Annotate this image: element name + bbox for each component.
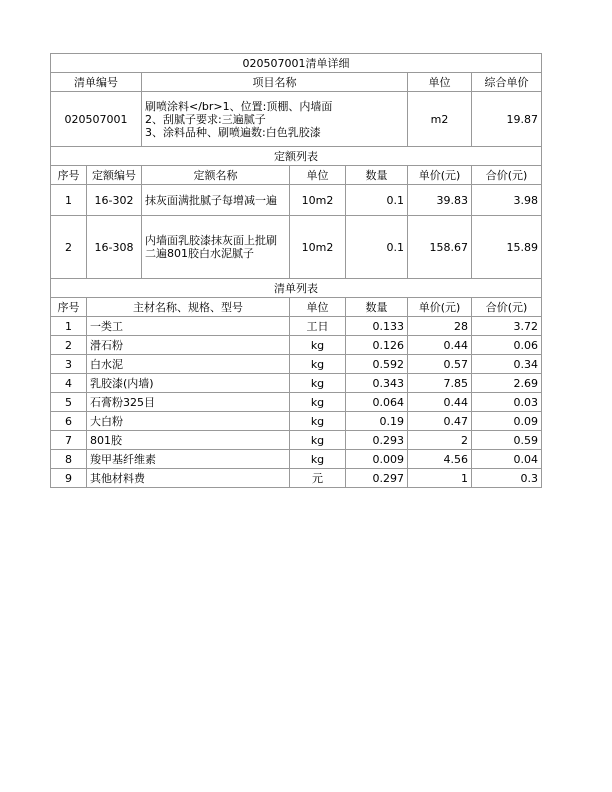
material-name: 羧甲基纤维素 bbox=[87, 450, 290, 469]
quota-name: 抹灰面满批腻子每增减一遍 bbox=[142, 185, 290, 216]
material-total: 3.72 bbox=[472, 317, 542, 336]
material-section-title: 清单列表 bbox=[51, 279, 542, 298]
material-row bbox=[51, 450, 542, 469]
material-unit: kg bbox=[290, 393, 346, 412]
header-name: 项目名称 bbox=[142, 73, 408, 92]
material-header-no: 序号 bbox=[51, 298, 87, 317]
quota-header-price: 单价(元) bbox=[408, 166, 472, 185]
quota-price: 39.83 bbox=[408, 185, 472, 216]
material-no: 9 bbox=[51, 469, 87, 488]
material-unit: kg bbox=[290, 336, 346, 355]
material-row bbox=[51, 355, 542, 374]
quota-price: 158.67 bbox=[408, 216, 472, 279]
material-total: 0.59 bbox=[472, 431, 542, 450]
material-total: 0.06 bbox=[472, 336, 542, 355]
item-desc-line-1: 刷喷涂料</br>1、位置:顶棚、内墙面 bbox=[145, 99, 333, 113]
material-header-total: 合价(元) bbox=[472, 298, 542, 317]
material-no: 8 bbox=[51, 450, 87, 469]
quota-no: 2 bbox=[51, 216, 87, 279]
item-code: 020507001 bbox=[51, 92, 142, 147]
material-name: 大白粉 bbox=[87, 412, 290, 431]
material-price: 0.44 bbox=[408, 336, 472, 355]
quota-section-title: 定额列表 bbox=[51, 147, 542, 166]
material-list bbox=[51, 317, 542, 488]
quota-code: 16-308 bbox=[87, 216, 142, 279]
material-total: 2.69 bbox=[472, 374, 542, 393]
item-row bbox=[51, 92, 542, 147]
material-total: 0.3 bbox=[472, 469, 542, 488]
material-price: 7.85 bbox=[408, 374, 472, 393]
material-no: 6 bbox=[51, 412, 87, 431]
material-row bbox=[51, 393, 542, 412]
material-qty: 0.064 bbox=[346, 393, 408, 412]
quota-unit: 10m2 bbox=[290, 185, 346, 216]
quota-header-qty: 数量 bbox=[346, 166, 408, 185]
material-name: 801胶 bbox=[87, 431, 290, 450]
material-row bbox=[51, 317, 542, 336]
material-name: 白水泥 bbox=[87, 355, 290, 374]
item-price: 19.87 bbox=[472, 92, 542, 147]
quota-header-unit: 单位 bbox=[290, 166, 346, 185]
material-qty: 0.009 bbox=[346, 450, 408, 469]
material-unit: 元 bbox=[290, 469, 346, 488]
detail-sheet bbox=[50, 53, 541, 488]
material-total: 0.34 bbox=[472, 355, 542, 374]
quota-row bbox=[51, 216, 542, 279]
material-name: 乳胶漆(内墙) bbox=[87, 374, 290, 393]
quota-no: 1 bbox=[51, 185, 87, 216]
material-price: 0.44 bbox=[408, 393, 472, 412]
material-no: 5 bbox=[51, 393, 87, 412]
material-unit: kg bbox=[290, 450, 346, 469]
material-qty: 0.297 bbox=[346, 469, 408, 488]
quota-header-total: 合价(元) bbox=[472, 166, 542, 185]
quota-qty: 0.1 bbox=[346, 185, 408, 216]
item-header-row bbox=[51, 73, 542, 92]
header-price: 综合单价 bbox=[472, 73, 542, 92]
material-price: 0.57 bbox=[408, 355, 472, 374]
quota-unit: 10m2 bbox=[290, 216, 346, 279]
material-name: 石膏粉325目 bbox=[87, 393, 290, 412]
material-qty: 0.592 bbox=[346, 355, 408, 374]
quota-total: 3.98 bbox=[472, 185, 542, 216]
material-price: 1 bbox=[408, 469, 472, 488]
table-title: 020507001清单详细 bbox=[51, 54, 542, 73]
quota-section-row bbox=[51, 147, 542, 166]
material-no: 2 bbox=[51, 336, 87, 355]
material-total: 0.09 bbox=[472, 412, 542, 431]
material-name: 其他材料费 bbox=[87, 469, 290, 488]
item-desc-line-2: 2、刮腻子要求:三遍腻子 bbox=[145, 112, 266, 126]
material-header-row bbox=[51, 298, 542, 317]
item-description bbox=[142, 92, 408, 147]
material-row bbox=[51, 431, 542, 450]
material-unit: kg bbox=[290, 374, 346, 393]
material-unit: kg bbox=[290, 355, 346, 374]
material-qty: 0.343 bbox=[346, 374, 408, 393]
material-name: 一类工 bbox=[87, 317, 290, 336]
title-row bbox=[51, 54, 542, 73]
material-header-name: 主材名称、规格、型号 bbox=[87, 298, 290, 317]
quota-code: 16-302 bbox=[87, 185, 142, 216]
quota-name: 内墙面乳胶漆抹灰面上批刷二遍801胶白水泥腻子 bbox=[142, 216, 290, 279]
item-unit: m2 bbox=[408, 92, 472, 147]
material-price: 4.56 bbox=[408, 450, 472, 469]
header-code: 清单编号 bbox=[51, 73, 142, 92]
material-row bbox=[51, 336, 542, 355]
quota-header-row bbox=[51, 166, 542, 185]
material-header-qty: 数量 bbox=[346, 298, 408, 317]
material-qty: 0.133 bbox=[346, 317, 408, 336]
material-price: 0.47 bbox=[408, 412, 472, 431]
material-unit: kg bbox=[290, 412, 346, 431]
material-header-price: 单价(元) bbox=[408, 298, 472, 317]
material-header-unit: 单位 bbox=[290, 298, 346, 317]
material-row bbox=[51, 412, 542, 431]
quota-row bbox=[51, 185, 542, 216]
item-desc-line-3: 3、涂料品种、刷喷遍数:白色乳胶漆 bbox=[145, 125, 321, 139]
material-qty: 0.293 bbox=[346, 431, 408, 450]
material-qty: 0.126 bbox=[346, 336, 408, 355]
quota-qty: 0.1 bbox=[346, 216, 408, 279]
quota-header-no: 序号 bbox=[51, 166, 87, 185]
material-price: 28 bbox=[408, 317, 472, 336]
quota-total: 15.89 bbox=[472, 216, 542, 279]
material-unit: 工日 bbox=[290, 317, 346, 336]
material-unit: kg bbox=[290, 431, 346, 450]
material-qty: 0.19 bbox=[346, 412, 408, 431]
material-total: 0.03 bbox=[472, 393, 542, 412]
material-section-row bbox=[51, 279, 542, 298]
material-name: 滑石粉 bbox=[87, 336, 290, 355]
material-price: 2 bbox=[408, 431, 472, 450]
material-no: 3 bbox=[51, 355, 87, 374]
material-no: 4 bbox=[51, 374, 87, 393]
material-no: 7 bbox=[51, 431, 87, 450]
detail-table bbox=[50, 53, 542, 488]
header-unit: 单位 bbox=[408, 73, 472, 92]
material-total: 0.04 bbox=[472, 450, 542, 469]
quota-header-code: 定额编号 bbox=[87, 166, 142, 185]
material-row bbox=[51, 469, 542, 488]
material-row bbox=[51, 374, 542, 393]
material-no: 1 bbox=[51, 317, 87, 336]
quota-header-name: 定额名称 bbox=[142, 166, 290, 185]
